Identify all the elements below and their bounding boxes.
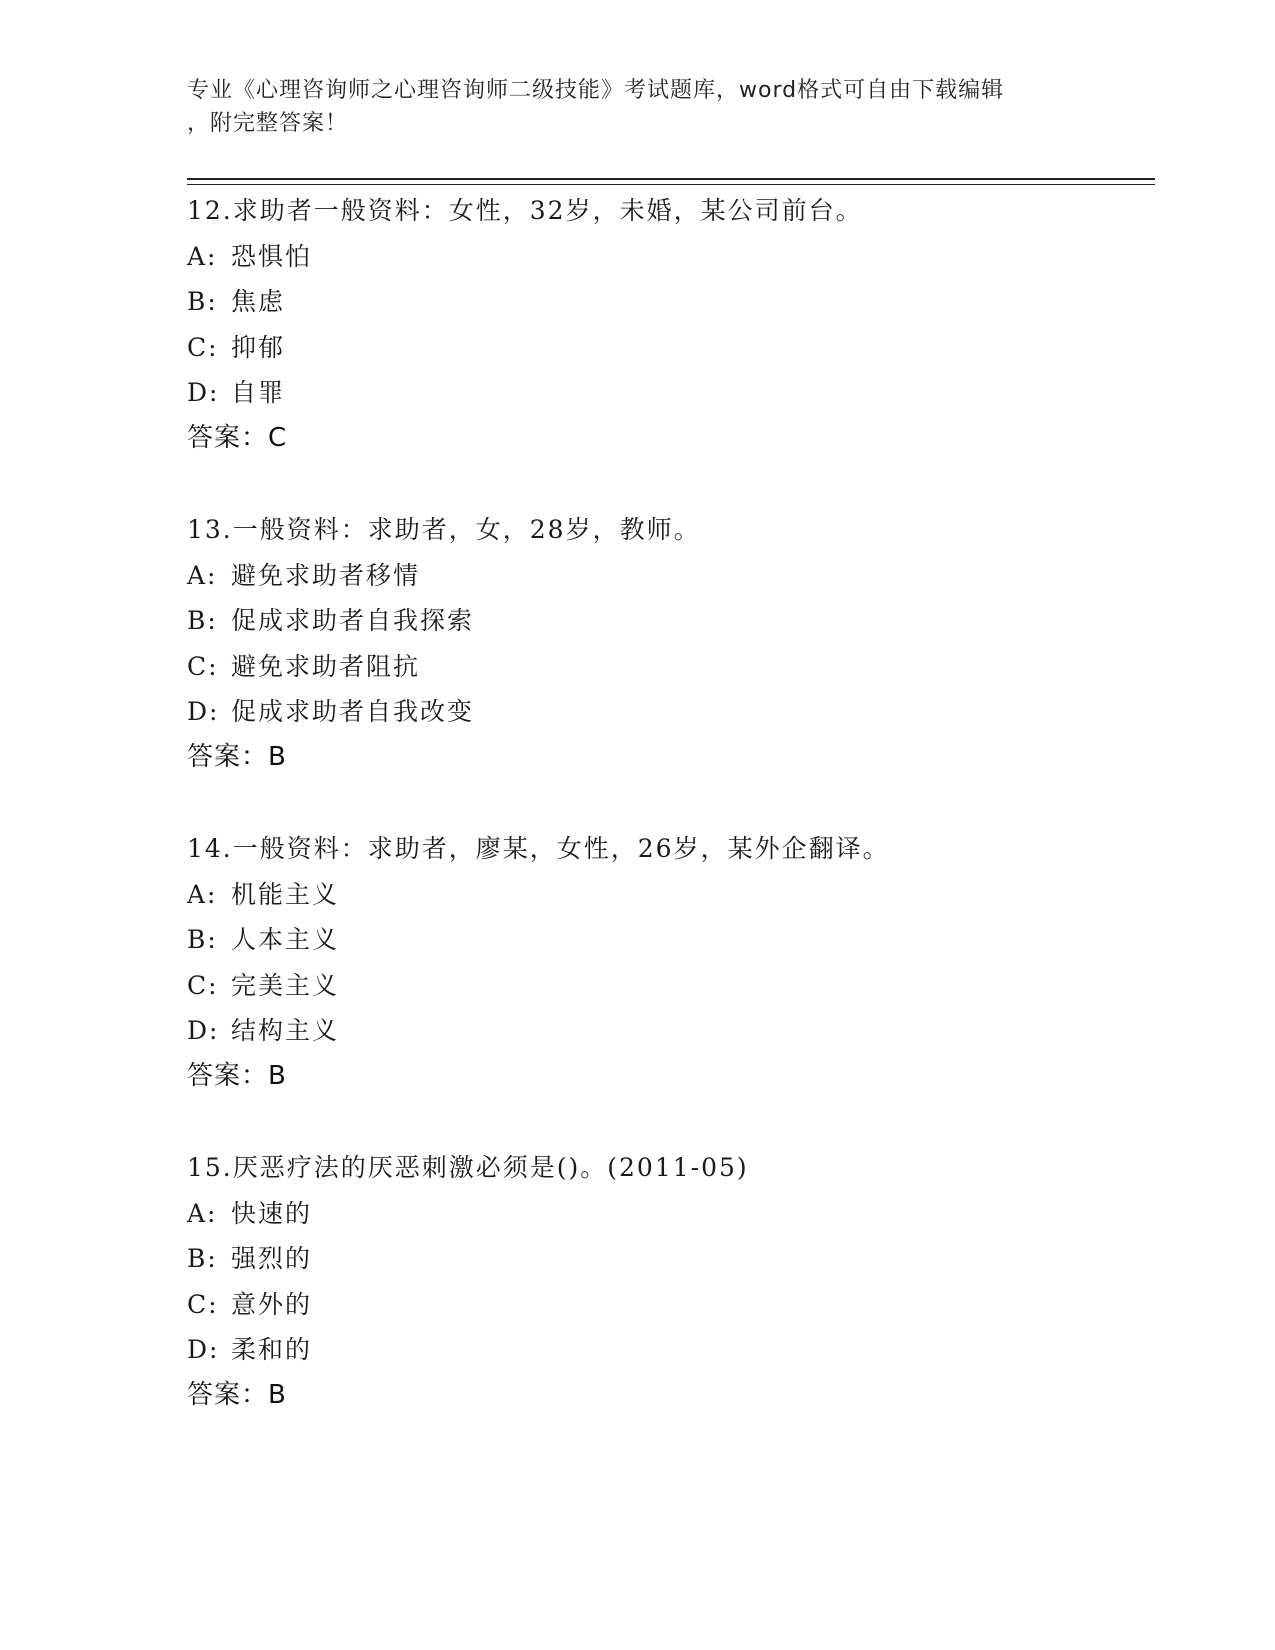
option-key: C: (187, 651, 219, 681)
header-line-2: ，附完整答案！ (187, 111, 349, 136)
option-text: 避免求助者阻抗 (231, 651, 421, 681)
option-c (187, 963, 1155, 1009)
option-d (187, 689, 1155, 735)
option-key: B: (187, 287, 218, 316)
option-key: D: (187, 378, 220, 407)
option-c (187, 325, 1155, 371)
option-key: B: (187, 925, 218, 954)
header-divider-thin (187, 184, 1155, 185)
question-stem: 13.一般资料：求助者，女，28岁，教师。 (187, 515, 701, 544)
answer-line: 答案：B (187, 1379, 287, 1410)
option-b (187, 1236, 1155, 1282)
option-b (187, 279, 1155, 325)
header-divider-thick (187, 178, 1155, 180)
option-c (187, 644, 1155, 690)
option-key: C: (187, 970, 219, 1000)
option-text: 促成求助者自我改变 (231, 697, 475, 726)
option-a (187, 234, 1155, 280)
option-key: A: (187, 1198, 218, 1228)
option-key: C: (187, 332, 219, 362)
option-text: 抑郁 (231, 332, 286, 362)
question-list (187, 188, 1155, 1464)
header-line-1: 专业《心理咨询师之心理咨询师二级技能》考试题库，word格式可自由下载编辑 (187, 78, 1005, 103)
answer-line: 答案：C (187, 422, 288, 453)
option-key: B: (187, 1244, 218, 1273)
option-text: 避免求助者移情 (231, 560, 421, 590)
option-key: A: (187, 560, 218, 590)
option-text: 恐惧怕 (231, 241, 313, 271)
question-stem: 12.求助者一般资料：女性，32岁，未婚，某公司前台。 (187, 196, 863, 225)
option-text: 促成求助者自我探索 (231, 606, 475, 635)
option-text: 结构主义 (231, 1016, 340, 1045)
question-13 (187, 507, 1155, 780)
option-key: D: (187, 697, 220, 726)
option-key: A: (187, 241, 218, 271)
option-text: 机能主义 (231, 879, 340, 909)
question-14 (187, 826, 1155, 1099)
option-text: 自罪 (231, 378, 286, 407)
option-b (187, 917, 1155, 963)
option-key: A: (187, 879, 218, 909)
option-a (187, 872, 1155, 918)
question-stem: 14.一般资料：求助者，廖某，女性，26岁，某外企翻译。 (187, 834, 890, 863)
option-key: C: (187, 1289, 219, 1319)
option-d (187, 1327, 1155, 1373)
option-text: 人本主义 (231, 925, 340, 954)
option-text: 意外的 (231, 1289, 313, 1319)
option-text: 完美主义 (231, 970, 340, 1000)
option-a (187, 553, 1155, 599)
option-text: 强烈的 (231, 1244, 313, 1273)
question-15 (187, 1145, 1155, 1418)
option-key: B: (187, 606, 218, 635)
option-key: D: (187, 1335, 220, 1364)
option-c (187, 1282, 1155, 1328)
option-text: 快速的 (231, 1198, 313, 1228)
document-header (187, 74, 1067, 140)
answer-line: 答案：B (187, 1060, 287, 1091)
option-key: D: (187, 1016, 220, 1045)
option-a (187, 1191, 1155, 1237)
option-text: 焦虑 (231, 287, 286, 316)
answer-line: 答案：B (187, 741, 287, 772)
option-d (187, 370, 1155, 416)
question-12 (187, 188, 1155, 461)
question-stem: 15.厌恶疗法的厌恶刺激必须是()。(2011-05) (187, 1153, 749, 1182)
option-b (187, 598, 1155, 644)
option-text: 柔和的 (231, 1335, 313, 1364)
option-d (187, 1008, 1155, 1054)
